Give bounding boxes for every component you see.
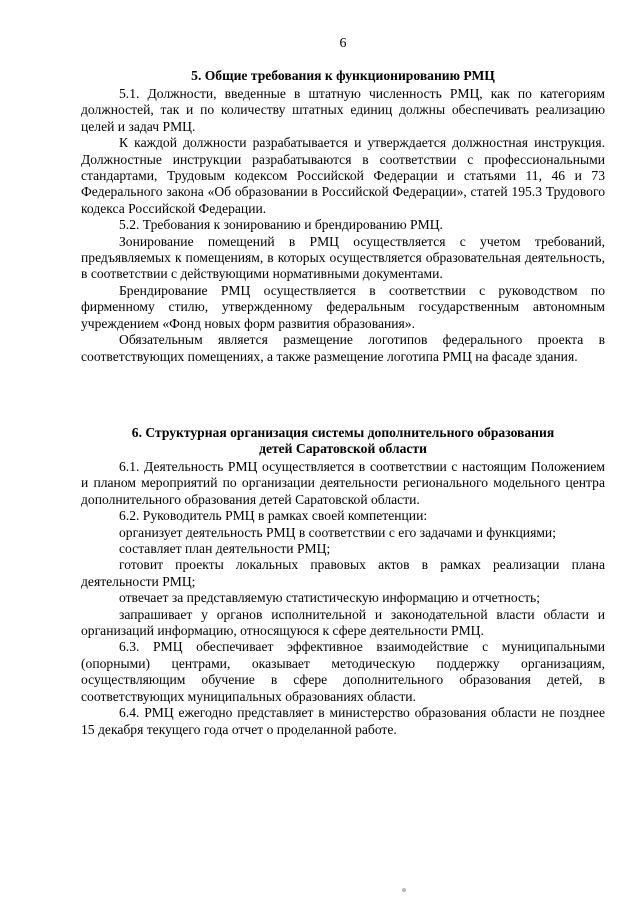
scan-mark xyxy=(402,888,406,892)
paragraph-6-2: 6.2. Руководитель РМЦ в рамках своей компетенции: xyxy=(119,508,428,524)
paragraph-6-1: 6.1. Деятельность РМЦ осуществляется в соответствии с настоящим Положением и планом мероприятий по организации деятельности регионального модельного центра дополнительного образования детей Саратовской области. xyxy=(81,459,605,507)
section-6-body xyxy=(81,459,605,738)
section-5-body xyxy=(81,86,605,365)
paragraph-5-2-logos: Обязательным является размещение логотипов федерального проекта в соответствующих помещениях, а также размещение логотипа РМЦ на фасаде здания. xyxy=(81,332,605,364)
paragraph-6-4: 6.4. РМЦ ежегодно представляет в министерство образования области не позднее 15 декабря текущего года отчет о проделанной работе. xyxy=(81,705,605,737)
list-item-plan: составляет план деятельности РМЦ; xyxy=(119,541,331,557)
section-6-title xyxy=(81,425,605,458)
paragraph-5-1-instructions: К каждой должности разрабатывается и утверждается должностная инструкция. Должностные инструкции разрабатываются в соответствии с профессиональными стандартами, Трудовым кодексом Российской Федерации и статьями 11, 46 и 73 Федерального закона «Об образовании в Российской Федерации», статей 195.3 Трудового кодекса Российской Федерации. xyxy=(81,135,605,216)
paragraph-5-1: 5.1. Должности, введенные в штатную численность РМЦ, как по категориям должностей, так и по количеству штатных единиц должны обеспечивать реализацию целей и задач РМЦ. xyxy=(81,86,605,134)
paragraph-5-2-branding: Брендирование РМЦ осуществляется в соответствии с руководством по фирменному стилю, утвержденному федеральным государственным автономным учреждением «Фонд новых форм развития образования». xyxy=(81,282,605,331)
list-item-legal-acts: готовит проекты локальных правовых актов в рамках реализации плана деятельности РМЦ; xyxy=(81,557,605,589)
paragraph-6-3: 6.3. РМЦ обеспечивает эффективное взаимодействие с муниципальными (опорными) центрами, оказывает методическую поддержку организациям, осуществляющим обучение в сфере дополнительного образования детей, в соответствующих муниципальных образованиях области. xyxy=(81,639,605,704)
paragraph-5-2: 5.2. Требования к зонированию и брендированию РМЦ. xyxy=(119,217,443,233)
section-6-title-line-1: 6. Структурная организация системы дополнительного образования xyxy=(131,425,555,440)
section-6-title-line-2: детей Саратовской области xyxy=(259,441,427,457)
paragraph-5-2-zoning: Зонирование помещений в РМЦ осуществляется с учетом требований, предъявляемых к помещениям, в которых осуществляется образовательная деятельность, в соответствии с действующими нормативными документами. xyxy=(81,233,605,282)
list-item-statistics: отвечает за представляемую статистическую информацию и отчетность; xyxy=(119,590,541,606)
list-item-organizes: организует деятельность РМЦ в соответствии с его задачами и функциями; xyxy=(119,524,556,540)
page-number: 6 xyxy=(339,36,347,51)
section-5-title: 5. Общие требования к функционированию РМЦ xyxy=(191,68,495,83)
list-item-requests: запрашивает у органов исполнительной и законодательной власти области и организаций информацию, относящуюся к сфере деятельности РМЦ. xyxy=(81,606,605,639)
